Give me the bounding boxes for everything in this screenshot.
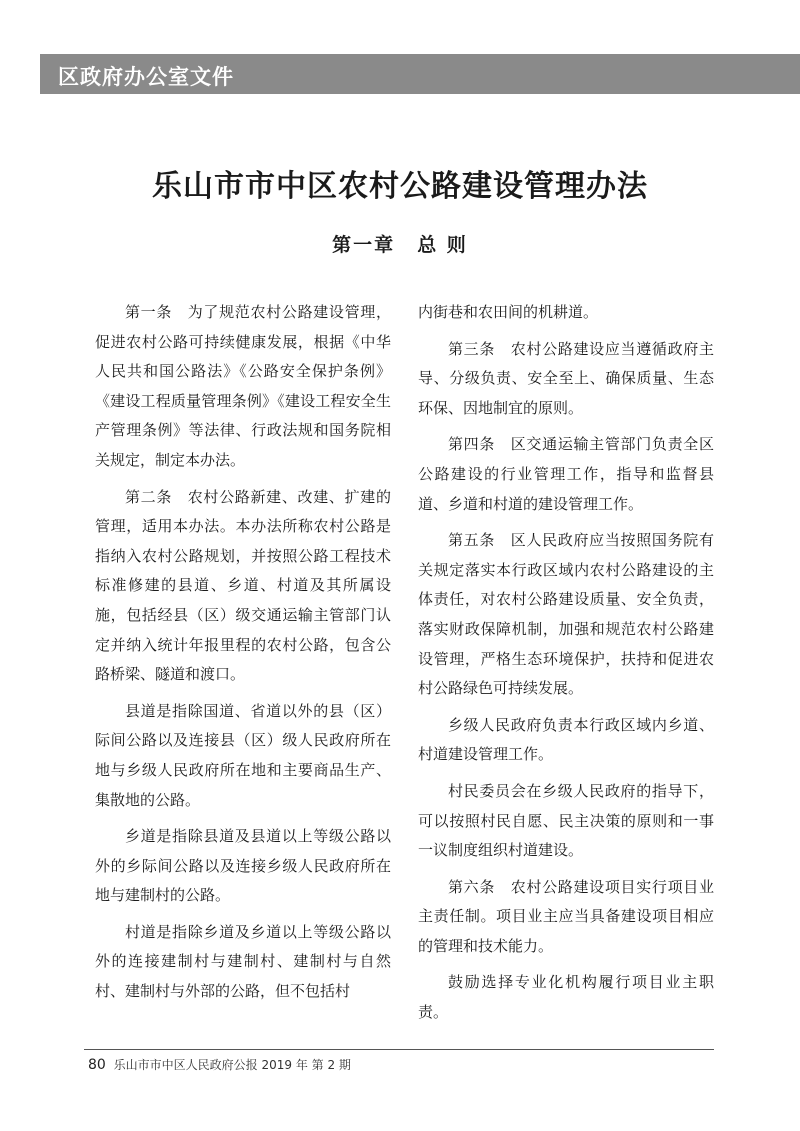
paragraph: 第五条 区人民政府应当按照国务院有关规定落实本行政区域内农村公路建设的主体责任，对农村公路建设质量、安全负责，落实财政保障机制，加强和规范农村公路建设管理，严格生态环境保护，扶持和促进农村公路绿色可持续发展。 (418, 531, 714, 698)
left-column (95, 298, 391, 1014)
right-column (418, 298, 714, 1035)
publication-info: 乐山市市中区人民政府公报 2019 年 第 2 期 (113, 1058, 351, 1072)
chapter-number: 第一章 (332, 234, 396, 256)
page-number: 80 (88, 1057, 106, 1073)
paragraph: 第六条 农村公路建设项目实行项目业主责任制。项目业主应当具备建设项目相应的管理和技术能力。 (418, 877, 714, 955)
paragraph: 第四条 区交通运输主管部门负责全区公路建设的行业管理工作，指导和监督县道、乡道和村道的建设管理工作。 (418, 435, 714, 513)
chapter-heading (0, 230, 800, 257)
paragraph-continuation: 内街巷和农田间的机耕道。 (418, 303, 599, 321)
paragraph: 县道是指除国道、省道以外的县（区）际间公路以及连接县（区）级人民政府所在地与乡级人民政府所在地和主要商品生产、集散地的公路。 (95, 701, 391, 809)
paragraph: 村民委员会在乡级人民政府的指导下，可以按照村民自愿、民主决策的原则和一事一议制度组织村道建设。 (418, 781, 714, 860)
document-title: 乐山市市中区农村公路建设管理办法 (152, 169, 648, 204)
footer-divider (84, 1049, 714, 1050)
chapter-name: 总 则 (417, 234, 468, 256)
paragraph: 乡级人民政府负责本行政区域内乡道、村道建设管理工作。 (418, 715, 714, 764)
header-band (40, 54, 800, 94)
paragraph: 第三条 农村公路建设应当遵循政府主导、分级负责、安全至上、确保质量、生态环保、因地制宜的原则。 (418, 339, 714, 417)
paragraph: 村道是指除乡道及乡道以上等级公路以外的连接建制村与建制村、建制村与自然村、建制村与外部的公路，但不包括村 (95, 922, 391, 1001)
page-footer (88, 1056, 351, 1073)
paragraph: 第一条 为了规范农村公路建设管理，促进农村公路可持续健康发展，根据《中华人民共和国公路法》《公路安全保护条例》《建设工程质量管理条例》《建设工程安全生产管理条例》等法律、行政法规和国务院相关规定，制定本办法。 (95, 303, 391, 469)
paragraph: 第二条 农村公路新建、改建、扩建的管理，适用本办法。本办法所称农村公路是指纳入农村公路规划，并按照公路工程技术标准修建的县道、乡道、村道及其所属设施，包括经县（区）级交通运输主管部门认定并纳入统计年报里程的农村公路，包含公路桥梁、隧道和渡口。 (95, 487, 391, 684)
paragraph: 鼓励选择专业化机构履行项目业主职责。 (418, 973, 714, 1022)
section-label: 区政府办公室文件 (58, 65, 234, 89)
paragraph: 乡道是指除县道及县道以上等级公路以外的乡际间公路以及连接乡级人民政府所在地与建制村的公路。 (95, 827, 391, 905)
